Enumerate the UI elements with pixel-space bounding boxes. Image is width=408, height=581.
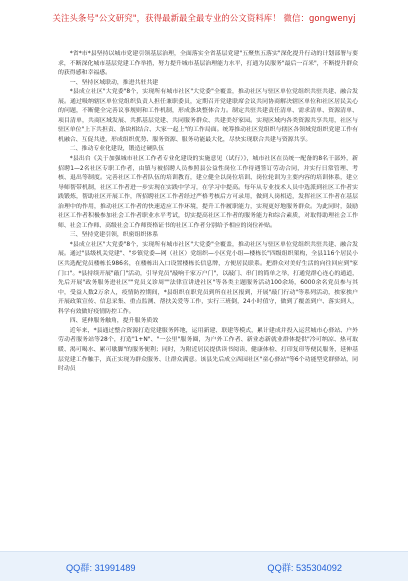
qq-group-1: QQ群: 31991489 [65, 562, 136, 573]
section-paragraph-2: *县出台《关于加强城市社区工作者专业化建设的实施意见（试行）》，城市社区在员统一配备的8名干部外，新招聘1—2名社区专职工作者，由镇与被招聘人员参照县公益性岗位工作待遇签订劳动合同，并实行日常管理、考核、退出等制度。完善社区工作者队伍的培训教育，建立健全以岗位培训、岗位轮训为主要内容的培训体系，建立导师帮带机制，社区工作者进一步实现在实践中学习，在学习中提高。每年从专业技术人员中选派到社区工作者实践锻炼，帮助社区开展工作，所招聘社区工作者经过严格考核后方可录用，做到人岗相适，发挥社区工作者在基层治理中的作用，推动社区工作者的快速适应工作环境，提升工作履职能力，实现更好地服务群众。为此同时，鼓励社区工作者积极参加社会工作者职业水平考试，切实提高社区工作者的服务能力和综合素质，对取得助理社会工作师、社会工作师、高级社会工作师资格证书的社区工作者分别给予相应的岗位补贴。 [58, 156, 358, 229]
section-paragraph-4: 近年来，*县通过整合资源打造党建服务阵地，运用新建、联建等模式，累计建成并投入运营城市心驿站、户外劳动者服务站等28个，打造"1+N"、"一公里"服务圈，为户外工作者、新业态新就业群体提供"冷可纳凉、热可取暖、渴可喝水、累可歇脚"的服务便利；同时，为附近居民提供读书阅读、健康体检、打印复印等便民服务，延伸基层党建工作触手，真正实现为群众服务、让群众满意。该县先后成立西园社区"童心驿站"等6个功能型党群驿站，同时动员 [58, 327, 358, 373]
section-heading-3: 三、坚持党建引领，织密组织体系 [69, 232, 159, 239]
section-heading-2: 二、推动专业化建设，锻造过硬队伍 [69, 146, 165, 153]
section-heading-1: 一、坚持区域联动，推进共驻共建 [69, 79, 159, 86]
section-paragraph-3: *县成立社区"大党委"8个，实现所有城市社区"大党委"全覆盖，推动社区与驻区单位党组织共驻共建、融合发展。通过"县级机关党建"、"乡镇党委—网（社区）党组织—小区党小组—楼栋长"四级组织架构，全县116个居民小区共选配党员楼栋长986名，在楼栋出入口设置楼栋长信息牌，方便居民联系。把群众对美好生活的向往回应到"家门口"。*县持续开展"敲门"活动，引导党员"敲响千家万户门"，以敲门、串门的简单之举，打通党群心连心的通道，先后开展"政务服务进社区""党员义诊周""法律宣讲进社区"等各类主题服务活动100余场，6000余名党员参与其中，受益人数2万余人，疫情防控期间，*县组织在职党员到所在社区报到，开展"敲门行动"等系列活动，挨家挨户开展政策宣传、信息采集、重点监测、帮扶关爱等工作，实行三班倒，24小时值守，做到了覆盖到户、落实到人，科学有效做好疫情防控工作。 [58, 241, 358, 315]
document-body [58, 50, 358, 375]
promo-banner [0, 0, 408, 36]
section-heading-4: 四、延伸服务触角，提升服务质效 [69, 318, 159, 325]
qq-group-2: QQ群: 535304092 [267, 562, 342, 573]
intro-paragraph: *省*市*县坚持以城市党建引领基层治理，全面落实全省基层党建"五聚焦五落实"深化提升行动的计划部署与要求，不断深化城市基层党建工作举措，努力提升城市基层治理能力水平，打通为民服务"最后一百米"，不断提升群众的获得感和幸福感。 [58, 51, 358, 77]
section-paragraph-1: *县成立社区"大党委"8个，实现所有城市社区"大党委"全覆盖，推动社区与驻区单位党组织共驻共建、融合发展。通过吸纳辖区单位党组织负责人担任兼职委员，定期召开党建联席会议共同协商解决辖区单位和社区居民关心的问题，不断健全完善议事规则和工作机制，形成条块整体合力。制定共驻共建责任清单、需求清单、资源清单、项目清单，共商区域发展、共抓基层党建、共同服务群众、共建美好家园。实现区域内各类资源共享共用，社区与驻区单位"上下共担责、条块相结合、大家一起上"的工作局面。统筹推动社区党组织与辖区各领域党组织党建工作有机融合、互促共进，形成组织优势、服务资源、服务功能最大化，尽快实现联合共建与资源共享。 [58, 89, 358, 143]
footer-bar [0, 551, 408, 581]
promo-banner-text: 关注头条号"公文研究"，获得最新最全最专业的公文资料库！ 微信：gongwenyj [52, 13, 356, 23]
